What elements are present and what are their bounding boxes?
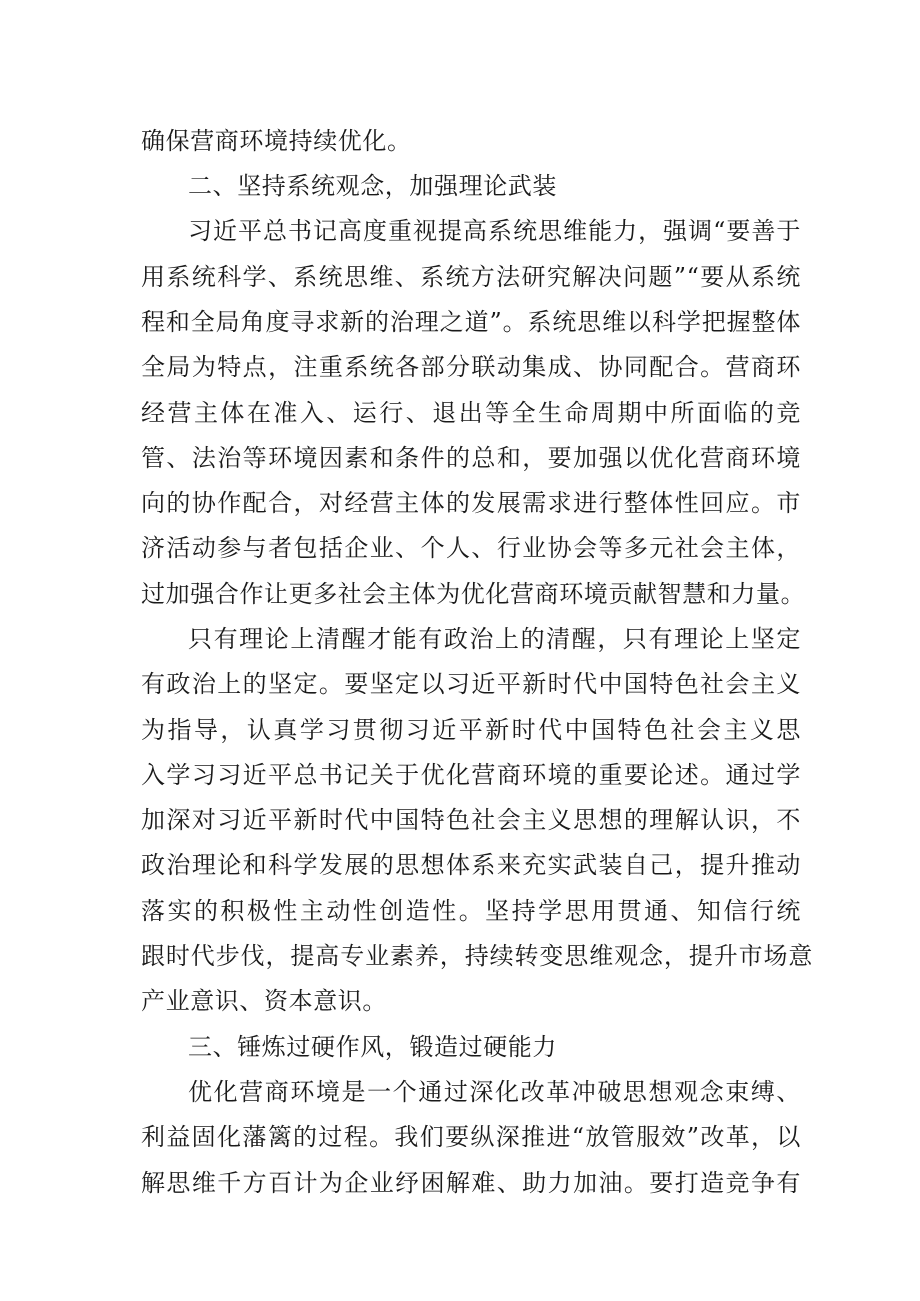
- paragraph-line: 全局为特点，注重系统各部分联动集成、协同配合。营商环: [141, 353, 801, 381]
- paragraph-line: 管、法治等环境因素和条件的总和，要加强以优化营商环境: [141, 444, 801, 472]
- paragraph-line: 程和全局角度寻求新的治理之道”。系统思维以科学把握整体: [141, 308, 801, 336]
- paragraph-line: 优化营商环境是一个通过深化改革冲破思想观念束缚、: [188, 1078, 801, 1106]
- paragraph-line: 向的协作配合，对经营主体的发展需求进行整体性回应。市: [141, 489, 801, 517]
- paragraph-line: 用系统科学、系统思维、系统方法研究解决问题”“要从系统: [141, 263, 801, 291]
- paragraph-line: 加深对习近平新时代中国特色社会主义思想的理解认识，不: [141, 806, 801, 834]
- paragraph-line: 有政治上的坚定。要坚定以习近平新时代中国特色社会主义: [141, 670, 801, 698]
- paragraph-line: 济活动参与者包括企业、个人、行业协会等多元社会主体，: [141, 534, 801, 562]
- section-heading: 二、坚持系统观念，加强理论武装: [188, 172, 557, 200]
- paragraph-line: 经营主体在准入、运行、退出等全生命周期中所面临的竞: [141, 399, 801, 427]
- paragraph-line: 政治理论和科学发展的思想体系来充实武装自己，提升推动: [141, 851, 801, 879]
- paragraph-line: 入学习习近平总书记关于优化营商环境的重要论述。通过学: [141, 761, 801, 789]
- paragraph-line: 过加强合作让更多社会主体为优化营商环境贡献智慧和力量。: [141, 580, 806, 608]
- paragraph-line: 确保营商环境持续优化。: [141, 127, 412, 155]
- paragraph-line: 落实的积极性主动性创造性。坚持学思用贯通、知信行统: [141, 897, 801, 925]
- paragraph-line: 利益固化藩篱的过程。我们要纵深推进“放管服效”改革，以: [141, 1123, 801, 1151]
- paragraph-line: 解思维千方百计为企业纾困解难、助力加油。要打造竞争有: [141, 1169, 801, 1197]
- paragraph-line: 只有理论上清醒才能有政治上的清醒，只有理论上坚定: [188, 625, 801, 653]
- paragraph-line: 习近平总书记高度重视提高系统思维能力，强调“要善于: [188, 217, 801, 245]
- paragraph-line: 跟时代步伐，提高专业素养，持续转变思维观念，提升市场意: [141, 942, 813, 970]
- section-heading: 三、锤炼过硬作风，锻造过硬能力: [188, 1033, 557, 1061]
- paragraph-line: 产业意识、资本意识。: [141, 987, 387, 1015]
- paragraph-line: 为指导，认真学习贯彻习近平新时代中国特色社会主义思: [141, 716, 801, 744]
